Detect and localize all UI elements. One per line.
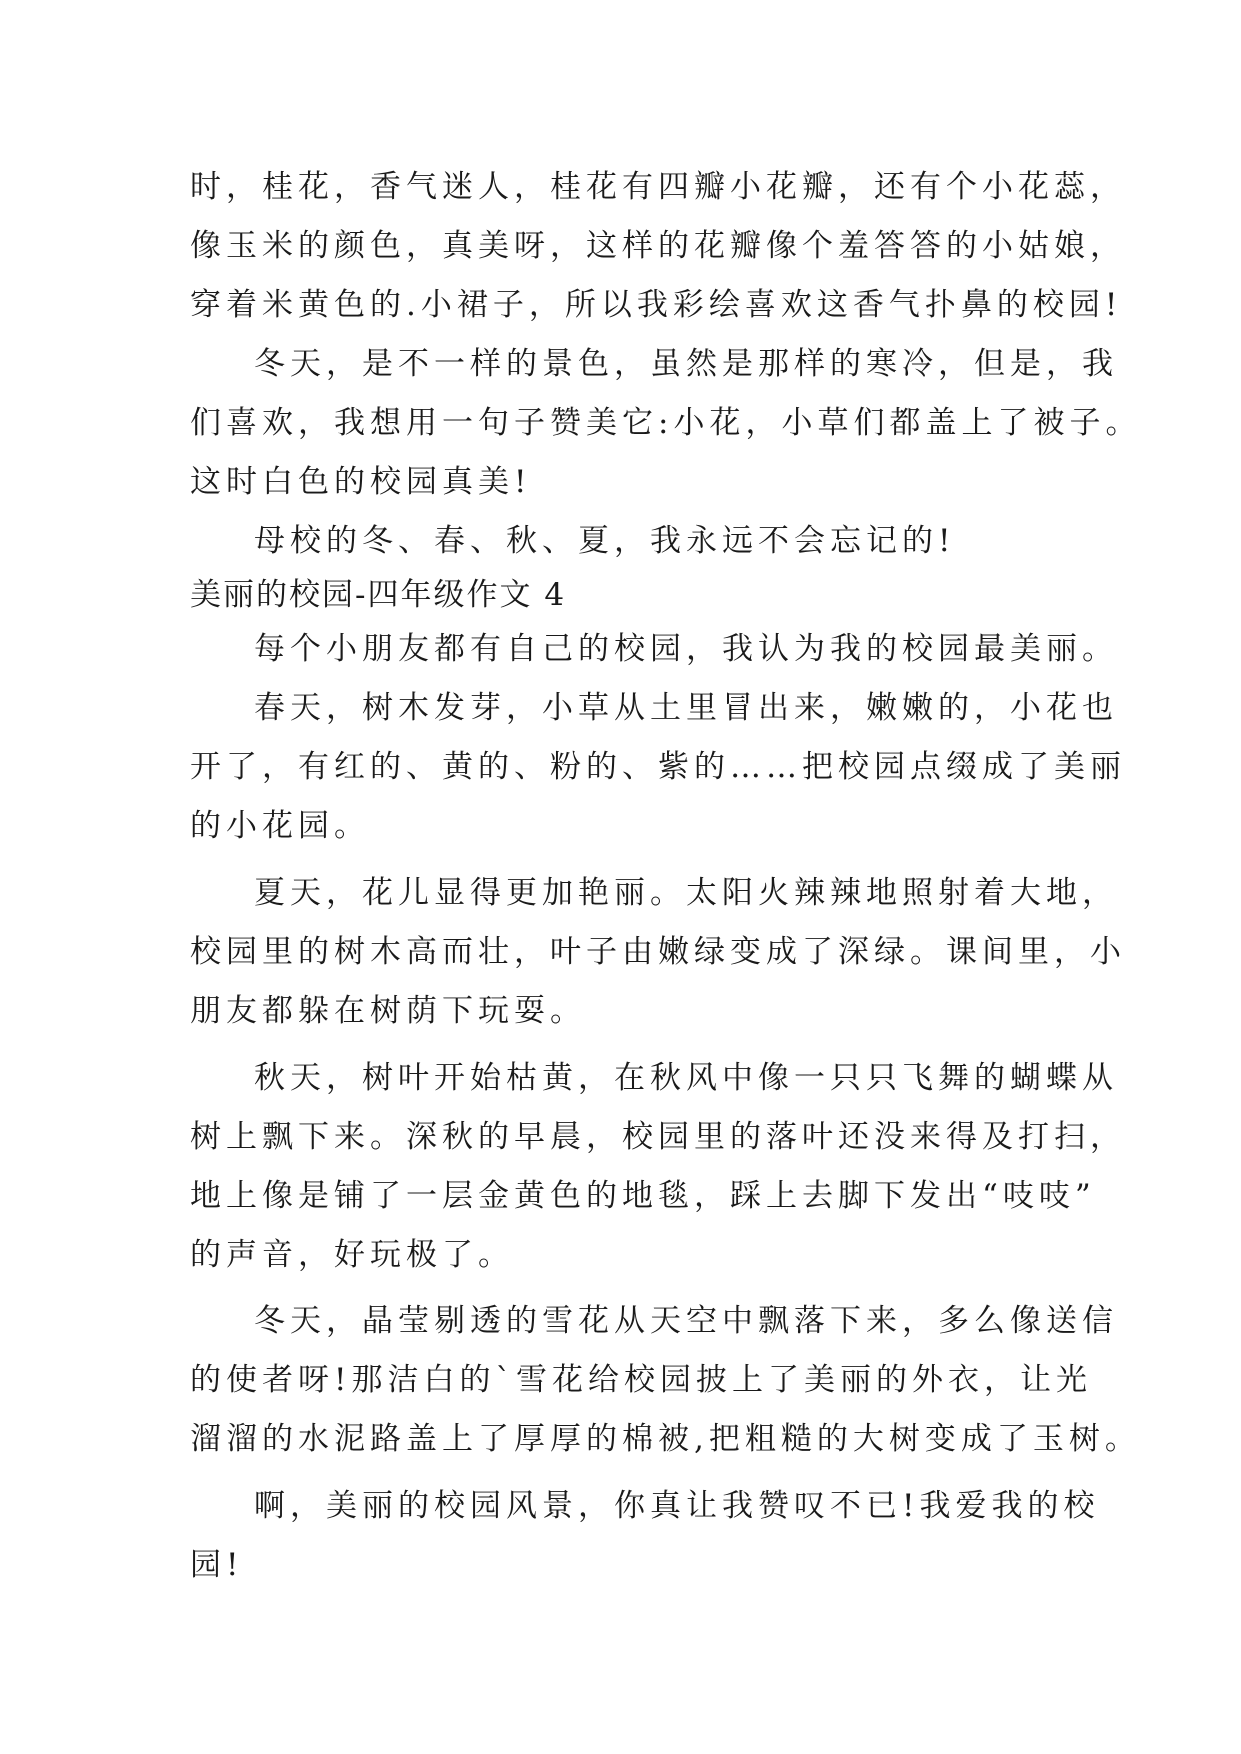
paragraph-start-line: 夏天，花儿显得更加艳丽。太阳火辣辣地照射着大地， — [254, 875, 1118, 911]
paragraph-start-line: 每个小朋友都有自己的校园，我认为我的校园最美丽。 — [254, 631, 1118, 667]
paragraph-start-line: 秋天，树叶开始枯黄，在秋风中像一只只飞舞的蝴蝶从 — [254, 1060, 1118, 1096]
text-line: 们喜欢，我想用一句子赞美它:小花，小草们都盖上了被子。 — [190, 405, 1142, 441]
paragraph-start-line: 啊，美丽的校园风景，你真让我赞叹不已!我爱我的校 — [254, 1488, 1100, 1524]
text-line: 时，桂花，香气迷人，桂花有四瓣小花瓣，还有个小花蕊， — [190, 169, 1126, 205]
text-line: 校园里的树木高而壮，叶子由嫩绿变成了深绿。课间里，小 — [190, 934, 1126, 970]
text-line: 朋友都躲在树荫下玩耍。 — [190, 993, 586, 1029]
text-line: 溜溜的水泥路盖上了厚厚的棉被,把粗糙的大树变成了玉树。 — [190, 1421, 1141, 1457]
text-line: 园! — [190, 1547, 244, 1583]
paragraph-start-line: 母校的冬、春、秋、夏，我永远不会忘记的! — [254, 523, 956, 559]
text-line: 这时白色的校园真美! — [190, 464, 532, 500]
paragraph-start-line: 春天，树木发芽，小草从土里冒出来，嫩嫩的，小花也 — [254, 690, 1118, 726]
text-line: 像玉米的颜色，真美呀，这样的花瓣像个羞答答的小姑娘， — [190, 228, 1126, 264]
text-line: 的声音，好玩极了。 — [190, 1237, 514, 1273]
text-line: 树上飘下来。深秋的早晨，校园里的落叶还没来得及打扫， — [190, 1119, 1126, 1155]
text-line: 开了，有红的、黄的、粉的、紫的……把校园点缀成了美丽 — [190, 749, 1126, 785]
section-heading: 美丽的校园-四年级作文 4 — [190, 577, 567, 613]
text-line: 地上像是铺了一层金黄色的地毯，踩上去脚下发出“吱吱” — [190, 1178, 1096, 1214]
text-line: 穿着米黄色的.小裙子，所以我彩绘喜欢这香气扑鼻的校园! — [190, 287, 1123, 323]
text-line: 的小花园。 — [190, 808, 370, 844]
text-line: 的使者呀!那洁白的`雪花给校园披上了美丽的外衣，让光 — [190, 1362, 1092, 1398]
paragraph-start-line: 冬天，晶莹剔透的雪花从天空中飘落下来，多么像送信 — [254, 1303, 1118, 1339]
paragraph-start-line: 冬天，是不一样的景色，虽然是那样的寒冷，但是，我 — [254, 346, 1118, 382]
